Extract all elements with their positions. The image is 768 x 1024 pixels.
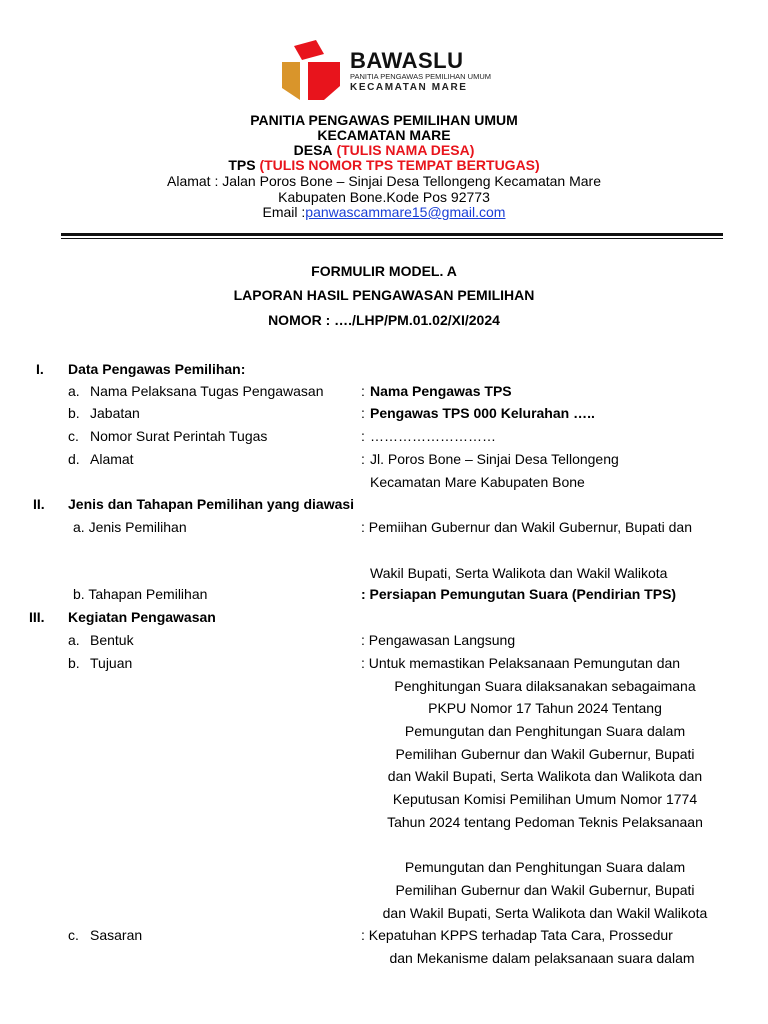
item-label: Nama Pelaksana Tugas Pengawasan bbox=[90, 383, 324, 399]
item-key: d. bbox=[68, 451, 80, 467]
tujuan-line: : Untuk memastikan Pelaksanaan Pemungutan dan bbox=[361, 655, 681, 671]
desa-label: DESA bbox=[293, 142, 333, 158]
bentuk-key: a. bbox=[68, 632, 80, 648]
item-colon: : bbox=[361, 405, 365, 421]
bentuk-label: Bentuk bbox=[90, 632, 134, 648]
jenis-value: : Pemiihan Gubernur dan Wakil Gubernur, Bupati dan bbox=[361, 519, 693, 535]
tps-placeholder: (TULIS NOMOR TPS TEMPAT BERTUGAS) bbox=[259, 157, 540, 173]
section1-heading: Data Pengawas Pemilihan: bbox=[68, 361, 246, 377]
tujuan-line: dan Wakil Bupati, Serta Walikota dan Walikota dan bbox=[387, 768, 703, 784]
tujuan-line: Penghitungan Suara dilaksanakan sebagaimana bbox=[394, 678, 696, 694]
item-value: Jl. Poros Bone – Sinjai Desa Tellongeng bbox=[370, 451, 619, 467]
jenis-value-continued: Wakil Bupati, Serta Walikota dan Wakil Walikota bbox=[370, 565, 668, 581]
form-title: LAPORAN HASIL PENGAWASAN PEMILIHAN bbox=[233, 287, 535, 303]
item-colon: : bbox=[361, 428, 365, 444]
tujuan-line: Tahun 2024 tentang Pedoman Teknis Pelaksanaan bbox=[387, 814, 703, 830]
bentuk-value: : Pengawasan Langsung bbox=[361, 632, 516, 648]
logo-subtitle: PANITIA PENGAWAS PEMILIHAN UMUM bbox=[350, 72, 491, 81]
tps-label: TPS bbox=[228, 157, 256, 173]
section3-heading: Kegiatan Pengawasan bbox=[68, 609, 216, 625]
tujuan-line: dan Wakil Bupati, Serta Walikota dan Wakil Walikota bbox=[382, 905, 708, 921]
tujuan-line: Pemungutan dan Penghitungan Suara dalam bbox=[404, 859, 686, 875]
header-address1: Alamat : Jalan Poros Bone – Sinjai Desa Tellongeng Kecamatan Mare bbox=[167, 173, 601, 189]
header-email bbox=[0, 204, 768, 220]
tujuan-line: PKPU Nomor 17 Tahun 2024 Tentang bbox=[428, 700, 662, 716]
item-colon: : bbox=[361, 451, 365, 467]
item-key: b. bbox=[68, 405, 80, 421]
tahapan-label: b. Tahapan Pemilihan bbox=[73, 586, 208, 602]
item-key: a. bbox=[68, 383, 80, 399]
header-desa bbox=[0, 142, 768, 158]
section3-number: III. bbox=[29, 609, 45, 625]
tujuan-line: Keputusan Komisi Pemilihan Umum Nomor 1774 bbox=[392, 791, 698, 807]
item-value: ……………………… bbox=[370, 428, 496, 444]
tujuan-label: Tujuan bbox=[90, 655, 133, 671]
item-value: Nama Pengawas TPS bbox=[370, 383, 512, 399]
email-label: Email : bbox=[262, 204, 306, 220]
sasaran-key: c. bbox=[68, 927, 79, 943]
header-divider-thick bbox=[61, 233, 723, 236]
item-colon: : bbox=[361, 383, 365, 399]
jenis-label: a. Jenis Pemilihan bbox=[73, 519, 187, 535]
desa-placeholder: (TULIS NAMA DESA) bbox=[336, 142, 475, 158]
bawaslu-logo bbox=[278, 40, 491, 104]
header-tps bbox=[0, 157, 768, 173]
sasaran-line: dan Mekanisme dalam pelaksanaan suara dalam bbox=[389, 950, 695, 966]
header-address2: Kabupaten Bone.Kode Pos 92773 bbox=[278, 189, 490, 205]
section2-heading: Jenis dan Tahapan Pemilihan yang diawasi bbox=[68, 496, 355, 512]
item-value-continued: Kecamatan Mare Kabupaten Bone bbox=[370, 474, 585, 490]
item-label: Alamat bbox=[90, 451, 134, 467]
header-line2: KECAMATAN MARE bbox=[317, 127, 451, 143]
sasaran-label: Sasaran bbox=[90, 927, 143, 943]
form-number: NOMOR : …./LHP/PM.01.02/XI/2024 bbox=[268, 312, 500, 328]
tahapan-value: : Persiapan Pemungutan Suara (Pendirian TPS) bbox=[361, 586, 677, 602]
item-key: c. bbox=[68, 428, 79, 444]
section2-number: II. bbox=[33, 496, 45, 512]
header-line1: PANITIA PENGAWAS PEMILIHAN UMUM bbox=[250, 112, 518, 128]
item-value: Pengawas TPS 000 Kelurahan ….. bbox=[370, 405, 595, 421]
sasaran-line: : Kepatuhan KPPS terhadap Tata Cara, Prossedur bbox=[361, 927, 673, 943]
logo-brand: BAWASLU bbox=[350, 48, 464, 73]
item-label: Nomor Surat Perintah Tugas bbox=[90, 428, 268, 444]
tujuan-line: Pemilihan Gubernur dan Wakil Gubernur, Bupati bbox=[395, 746, 695, 762]
tujuan-line: Pemilihan Gubernur dan Wakil Gubernur, Bupati bbox=[395, 882, 695, 898]
item-label: Jabatan bbox=[90, 405, 140, 421]
header-divider-thin bbox=[61, 238, 723, 239]
logo-district: KECAMATAN MARE bbox=[350, 82, 468, 93]
bawaslu-emblem-icon bbox=[278, 40, 344, 104]
email-link[interactable]: panwascammare15@gmail.com bbox=[305, 204, 506, 220]
tujuan-key: b. bbox=[68, 655, 80, 671]
form-model: FORMULIR MODEL. A bbox=[311, 263, 457, 279]
section1-number: I. bbox=[36, 361, 44, 377]
tujuan-line: Pemungutan dan Penghitungan Suara dalam bbox=[404, 723, 686, 739]
